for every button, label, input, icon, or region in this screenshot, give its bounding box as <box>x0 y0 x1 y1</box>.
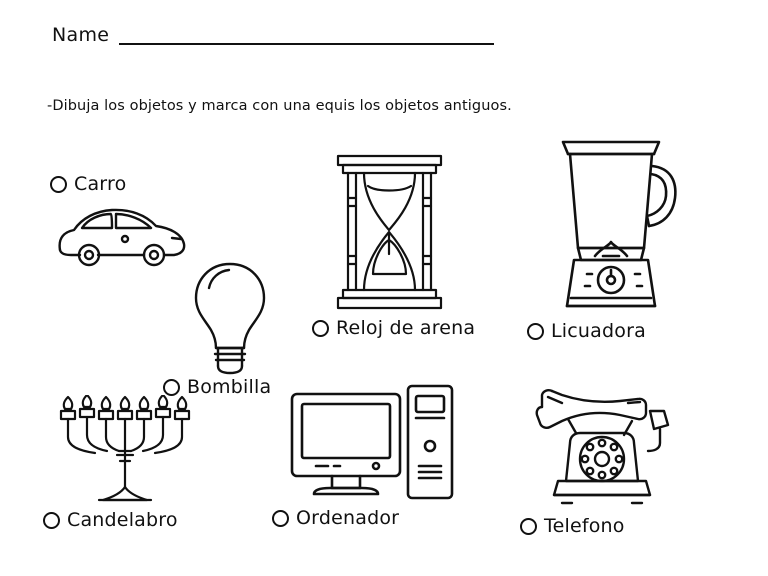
item-ordenador <box>272 380 456 528</box>
item-telefono-label: Telefono <box>544 515 625 537</box>
item-telefono-bubble[interactable] <box>520 518 537 535</box>
rotary-phone-icon <box>528 385 703 513</box>
item-reloj <box>312 150 475 338</box>
item-carro-label: Carro <box>74 173 127 195</box>
item-reloj-label: Reloj de arena <box>336 317 476 339</box>
item-reloj-bubble[interactable] <box>312 320 329 337</box>
item-licuadora <box>527 128 697 341</box>
item-ordenador-bubble[interactable] <box>272 510 289 527</box>
item-candelabro-label-row <box>43 511 196 530</box>
name-label: Name <box>52 24 110 46</box>
item-ordenador-label-row <box>272 509 456 528</box>
name-row <box>52 26 494 48</box>
item-reloj-label-row <box>312 319 475 338</box>
item-candelabro <box>43 395 196 530</box>
item-licuadora-label: Licuadora <box>551 320 646 342</box>
item-candelabro-bubble[interactable] <box>43 512 60 529</box>
computer-icon <box>286 380 456 505</box>
item-bombilla <box>163 258 275 397</box>
name-write-line[interactable] <box>119 43 494 45</box>
item-telefono-label-row <box>520 517 703 536</box>
item-licuadora-bubble[interactable] <box>527 323 544 340</box>
item-carro-label-row <box>50 175 192 194</box>
instruction-text: -Dibuja los objetos y marca con una equis los objetos antiguos. <box>47 98 512 114</box>
hourglass-icon <box>322 150 475 315</box>
item-bombilla-label: Bombilla <box>187 376 272 398</box>
item-candelabro-label: Candelabro <box>67 509 178 531</box>
item-carro-bubble[interactable] <box>50 176 67 193</box>
item-bombilla-bubble[interactable] <box>163 379 180 396</box>
lightbulb-icon <box>185 258 275 376</box>
item-telefono <box>520 385 703 536</box>
item-licuadora-label-row <box>527 322 697 341</box>
blender-icon <box>537 128 697 318</box>
item-ordenador-label: Ordenador <box>296 507 400 529</box>
candelabra-icon <box>51 395 196 507</box>
